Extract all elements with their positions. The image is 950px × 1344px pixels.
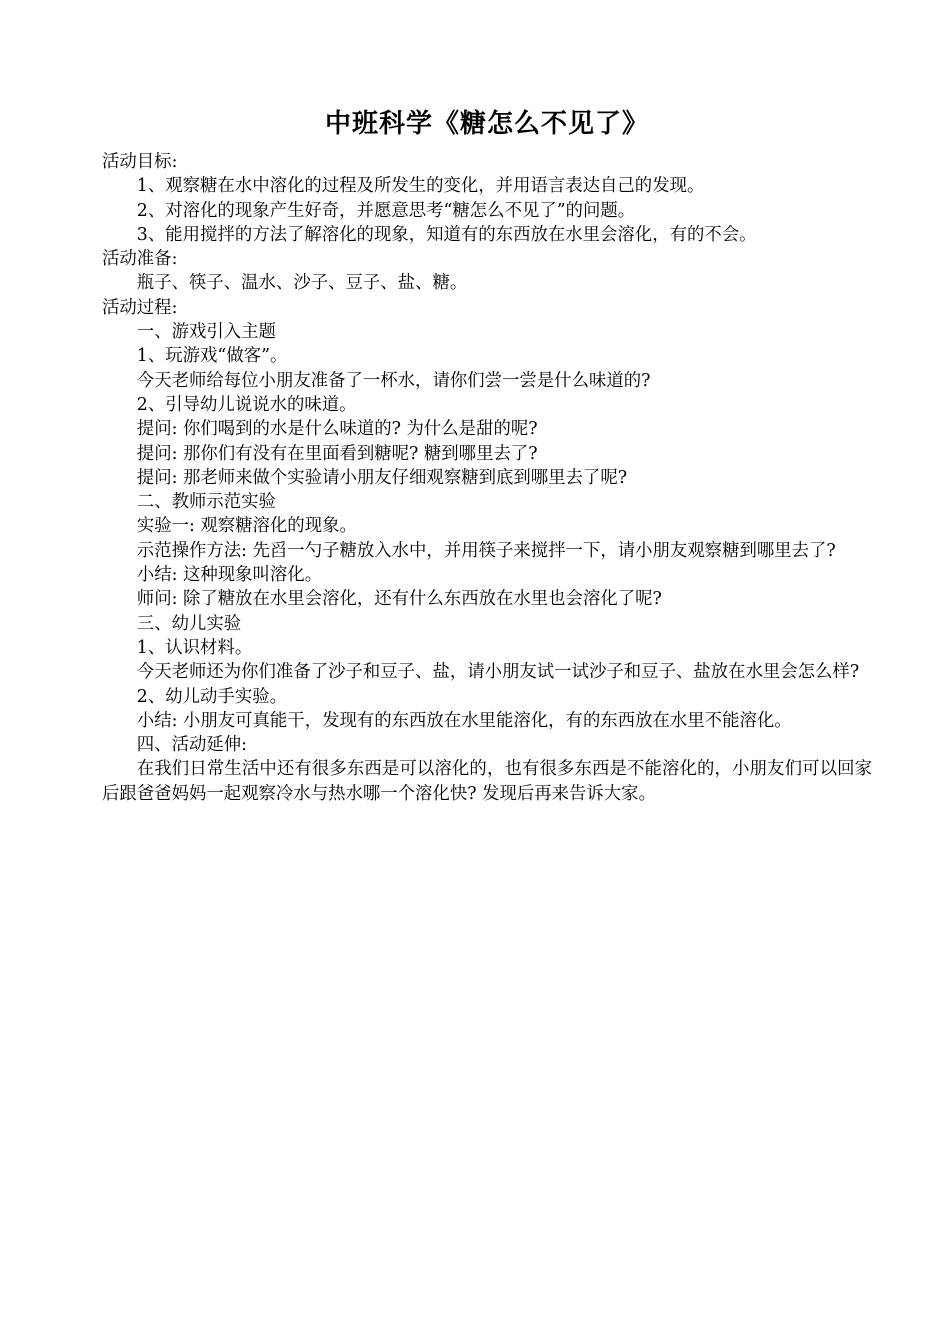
document-body (102, 150, 872, 806)
paragraph: 1、观察糖在水中溶化的过程及所发生的变化，并用语言表达自己的发现。 (136, 176, 705, 197)
paragraph: 实验一: 观察糖溶化的现象。 (136, 516, 357, 537)
paragraph: 三、幼儿实验 (136, 613, 242, 634)
paragraph: 示范操作方法: 先舀一勺子糖放入水中，并用筷子来搅拌一下，请小朋友观察糖到哪里去了? (136, 540, 836, 561)
paragraph: 2、对溶化的现象产生好奇，并愿意思考“糖怎么不见了”的问题。 (136, 200, 636, 221)
section-heading: 活动目标: (102, 152, 178, 172)
paragraph: 提问: 那你们有没有在里面看到糖呢? 糖到哪里去了? (136, 443, 538, 464)
paragraph: 在我们日常生活中还有很多东西是可以溶化的，也有很多东西是不能溶化的，小朋友们可以回家后跟爸爸妈妈一起观察冷水与热水哪一个溶化快? 发现后再来告诉大家。 (102, 759, 872, 804)
paragraph: 二、教师示范实验 (136, 492, 276, 513)
paragraph: 师问: 除了糖放在水里会溶化，还有什么东西放在水里也会溶化了呢? (136, 589, 662, 610)
paragraph: 1、玩游戏“做客”。 (136, 346, 288, 367)
paragraph: 瓶子、筷子、温水、沙子、豆子、盐、糖。 (136, 273, 468, 294)
paragraph: 今天老师还为你们准备了沙子和豆子、盐，请小朋友试一试沙子和豆子、盐放在水里会怎么样? (136, 662, 860, 683)
paragraph: 今天老师给每位小朋友准备了一杯水，请你们尝一尝是什么味道的? (136, 370, 651, 391)
paragraph: 小结: 这种现象叫溶化。 (136, 565, 323, 586)
paragraph: 提问: 那老师来做个实验请小朋友仔细观察糖到底到哪里去了呢? (136, 467, 628, 488)
paragraph: 一、游戏引入主题 (136, 322, 276, 343)
paragraph: 四、活动延伸: (136, 735, 248, 756)
paragraph: 小结: 小朋友可真能干，发现有的东西放在水里能溶化，有的东西放在水里不能溶化。 (136, 710, 792, 731)
document-page (102, 104, 872, 806)
paragraph: 2、引导幼儿说说水的味道。 (136, 394, 357, 415)
paragraph: 提问: 你们喝到的水是什么味道的? 为什么是甜的呢? (136, 419, 538, 440)
document-title: 中班科学《糖怎么不见了》 (324, 109, 649, 139)
paragraph: 1、认识材料。 (136, 637, 253, 658)
section-heading: 活动准备: (102, 249, 178, 270)
section-heading: 活动过程: (102, 297, 178, 318)
paragraph: 3、能用搅拌的方法了解溶化的现象，知道有的东西放在水里会溶化，有的不会。 (136, 224, 757, 245)
paragraph: 2、幼儿动手实验。 (136, 686, 287, 707)
